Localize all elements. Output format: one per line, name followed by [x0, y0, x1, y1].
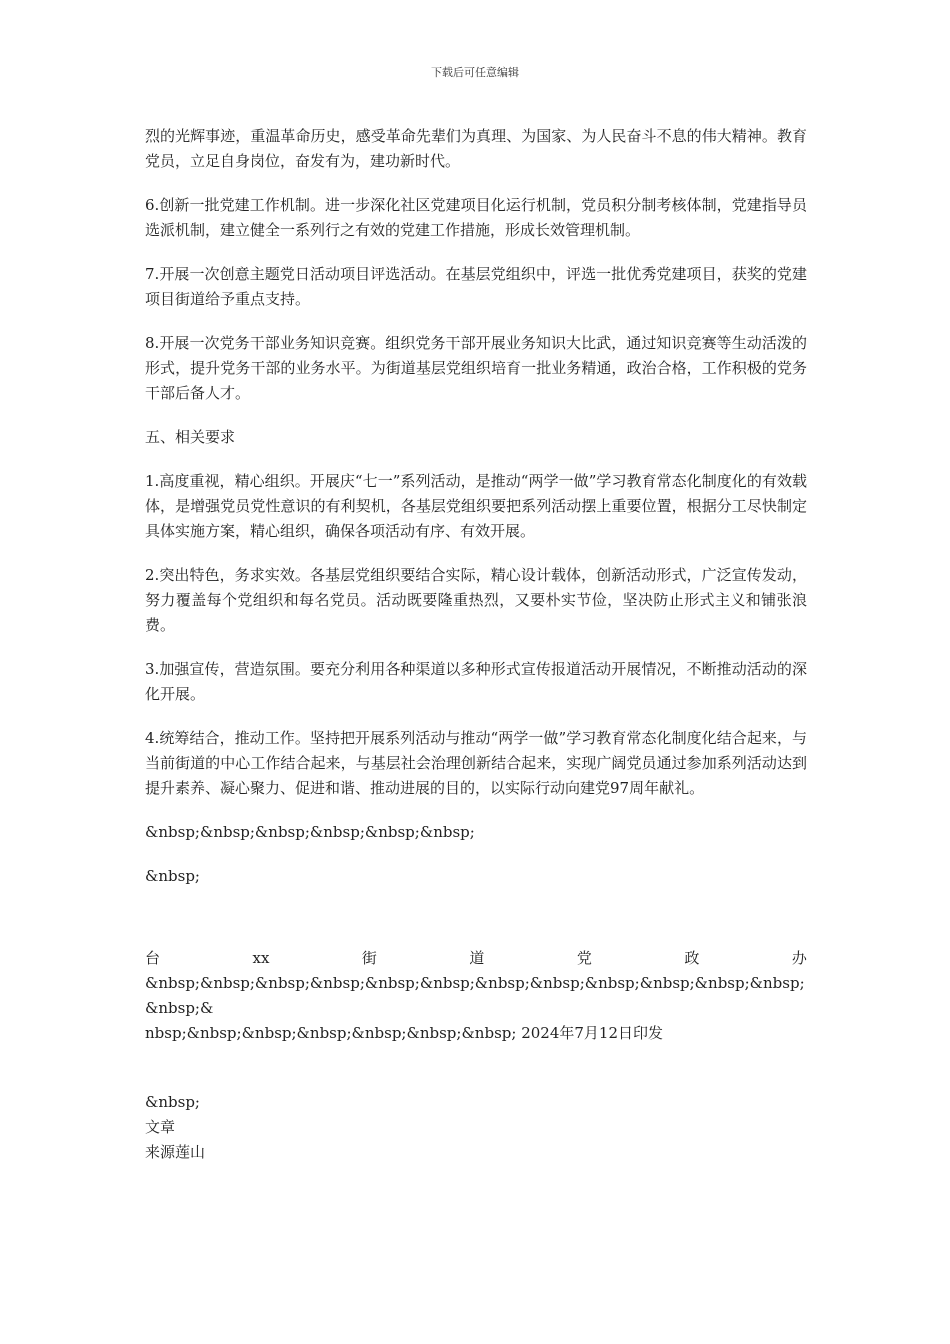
signature-char: 办	[791, 949, 807, 967]
paragraph-requirement-4: 4.统筹结合，推动工作。坚持把开展系列活动与推动“两学一做”学习教育常态化制度化结合起来，与当前街道的中心工作结合起来，与基层社会治理创新结合起来，实现广阔党员通过参加系列活动达到提升素养、凝心聚力、促进和谐、推动进展的目的，以实际行动向建党97周年献礼。	[145, 729, 807, 797]
footer-article-label: 文章	[145, 1118, 176, 1136]
signature-entity-line: &nbsp;&nbsp;&nbsp;&nbsp;&nbsp;&nbsp;&nbsp;&nbsp;&nbsp;&nbsp;&nbsp;&nbsp;&nbsp;&	[145, 974, 805, 1017]
document-body	[145, 124, 807, 1165]
signature-char: 党	[576, 949, 592, 967]
paragraph-item-8: 8.开展一次党务干部业务知识竞赛。组织党务干部开展业务知识大比武，通过知识竞赛等生动活泼的形式，提升党务干部的业务水平。为街道基层党组织培育一批业务精通，政治合格，工作积极的党务干部后备人才。	[145, 334, 807, 402]
paragraph-item-7: 7.开展一次创意主题党日活动项目评选活动。在基层党组织中，评选一批优秀党建项目，获奖的党建项目街道给予重点支持。	[145, 265, 807, 308]
paragraph-item-6: 6.创新一批党建工作机制。进一步深化社区党建项目化运行机制，党员积分制考核体制，党建指导员选派机制，建立健全一系列行之有效的党建工作措施，形成长效管理机制。	[145, 196, 807, 239]
signature-issuer	[145, 946, 807, 971]
signature-char: xx	[252, 949, 270, 967]
signature-char: 政	[684, 949, 700, 967]
paragraph-requirement-3: 3.加强宣传，营造氛围。要充分利用各种渠道以多种形式宣传报道活动开展情况，不断推动活动的深化开展。	[145, 660, 807, 703]
footer-source-label: 来源莲山	[145, 1143, 206, 1161]
signature-char: 道	[469, 949, 485, 967]
paragraph-intro-continuation: 烈的光辉事迹，重温革命历史，感受革命先辈们为真理、为国家、为人民奋斗不息的伟大精神。教育党员，立足自身岗位，奋发有为，建功新时代。	[145, 127, 807, 170]
page-header-note: 下载后可任意编辑	[431, 66, 519, 79]
paragraph-requirement-2: 2.突出特色，务求实效。各基层党组织要结合实际，精心设计载体，创新活动形式，广泛宣传发动，努力覆盖每个党组织和每名党员。活动既要隆重热烈，又要朴实节俭，坚决防止形式主义和铺张浪费。	[145, 566, 807, 634]
footer-placeholder: &nbsp;	[145, 1093, 200, 1111]
entity-placeholder-line: &nbsp;	[145, 867, 200, 885]
entity-placeholder-line: &nbsp;&nbsp;&nbsp;&nbsp;&nbsp;&nbsp;	[145, 823, 475, 841]
signature-date-line: nbsp;&nbsp;&nbsp;&nbsp;&nbsp;&nbsp;&nbsp; 2024年7月12日印发	[145, 1024, 663, 1042]
signature-char: 台	[145, 949, 161, 967]
signature-char: 街	[361, 949, 377, 967]
section-heading-requirements: 五、相关要求	[145, 428, 236, 446]
paragraph-requirement-1: 1.高度重视，精心组织。开展庆“七一”系列活动，是推动“两学一做”学习教育常态化制度化的有效载体，是增强党员党性意识的有利契机，各基层党组织要把系列活动摆上重要位置，根据分工尽快制定具体实施方案，精心组织，确保各项活动有序、有效开展。	[145, 472, 807, 540]
